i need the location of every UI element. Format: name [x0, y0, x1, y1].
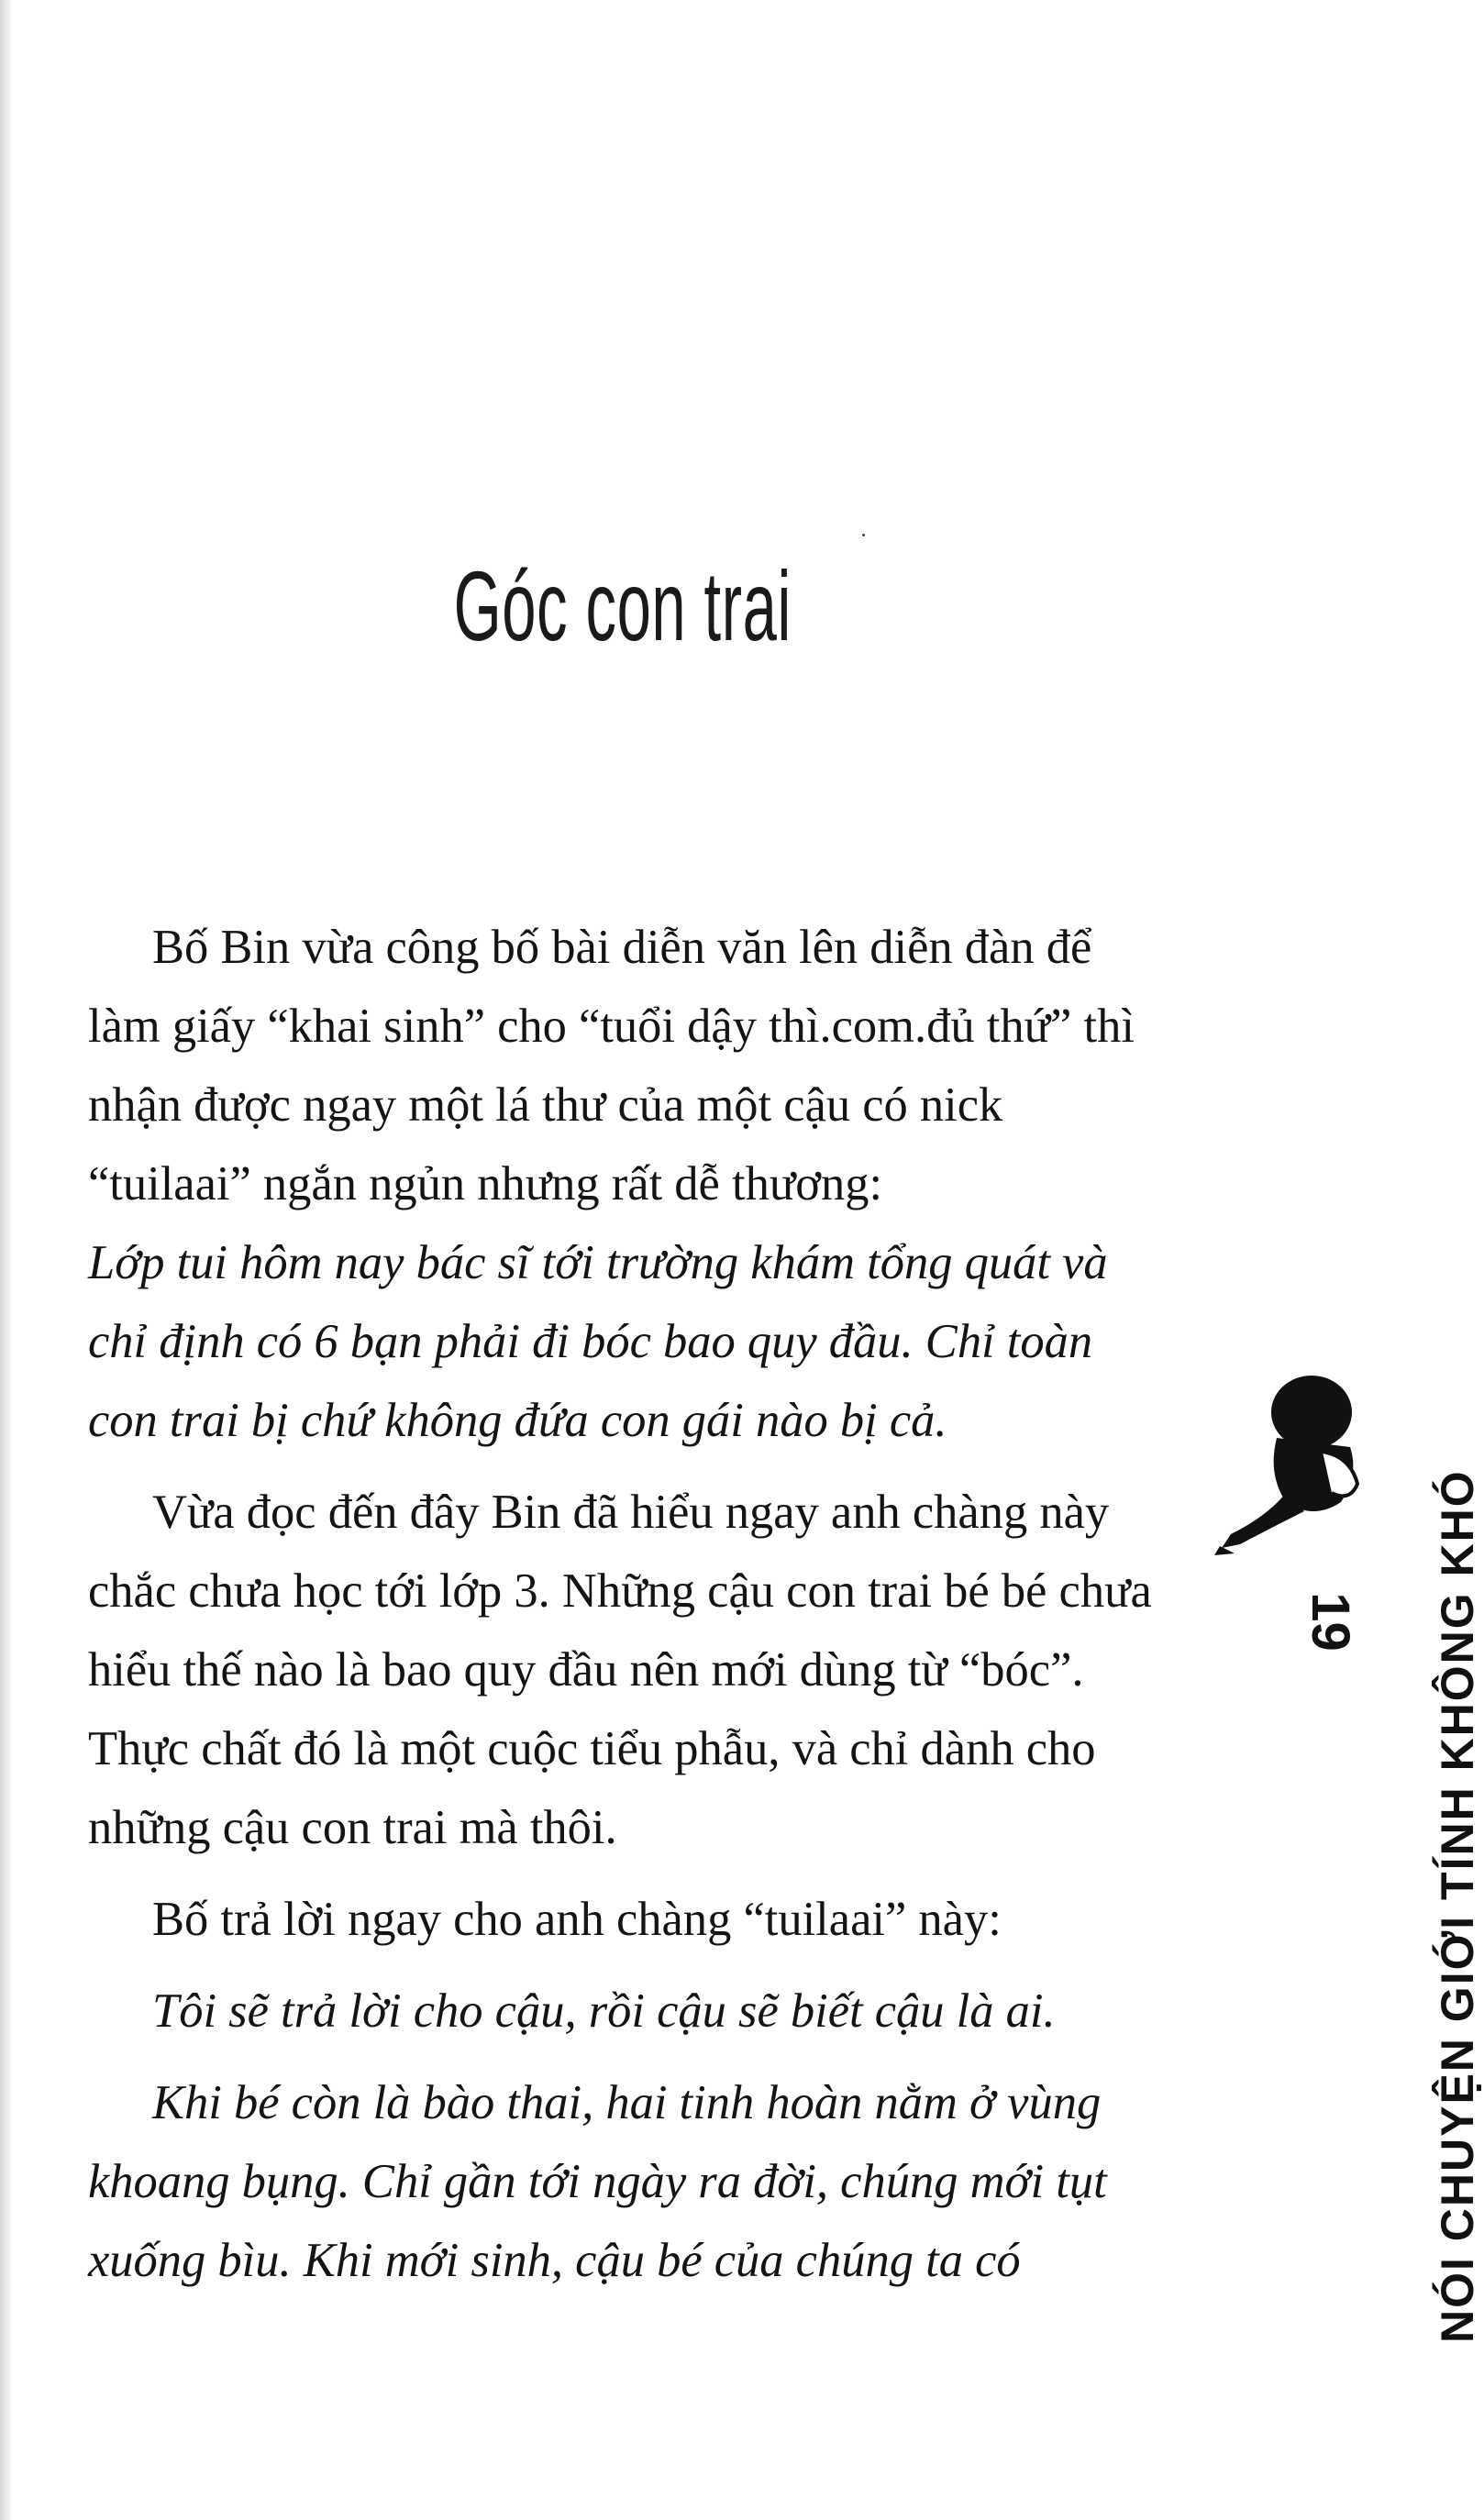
paragraph-6-italic: Khi bé còn là bào thai, hai tinh hoàn nằm ở vùng khoang bụng. Chỉ gần tới ngày ra đời, chúng mới tụt xuống bìu. Khi mới sinh, cậu bé của chúng ta có: [88, 2076, 1107, 2287]
paragraph-5-italic: Tôi sẽ trả lời cho cậu, rồi cậu sẽ biết cậu là ai.: [152, 1984, 1056, 2038]
print-speck: [862, 534, 865, 536]
paragraph-1: Bố Bin vừa công bố bài diễn văn lên diễn đàn để làm giấy “khai sinh” cho “tuổi dậy thì.com.đủ thứ” thì nhận được ngay một lá thư của một cậu có nick “tuilaai” ngắn ngủn nhưng rất dễ thương:: [88, 921, 1135, 1210]
chapter-title: Góc con trai: [453, 550, 792, 661]
page-number: 19: [1300, 1592, 1360, 1652]
body-text: [88, 908, 1161, 2300]
running-title: NÓI CHUYỆN GIỚI TÍNH KHÔNG KHÓ: [1432, 1469, 1483, 2343]
paragraph-4: Bố trả lời ngay cho anh chàng “tuilaai” này:: [152, 1893, 1002, 1946]
paragraph-2-italic-letter: Lớp tui hôm nay bác sĩ tới trường khám tổng quát và chỉ định có 6 bạn phải đi bóc bao quy đầu. Chỉ toàn con trai bị chứ không đứa con gái nào bị cả.: [88, 1236, 1108, 1447]
sitting-child-icon: [1213, 1365, 1378, 1557]
paragraph-3: Vừa đọc đến đây Bin đã hiểu ngay anh chàng này chắc chưa học tới lớp 3. Những cậu con trai bé bé chưa hiểu thế nào là bao quy đầu nên mới dùng từ “bóc”. Thực chất đó là một cuộc tiểu phẫu, và chỉ dành cho những cậu con trai mà thôi.: [88, 1486, 1152, 1854]
page-edge-shadow: [0, 0, 13, 2520]
